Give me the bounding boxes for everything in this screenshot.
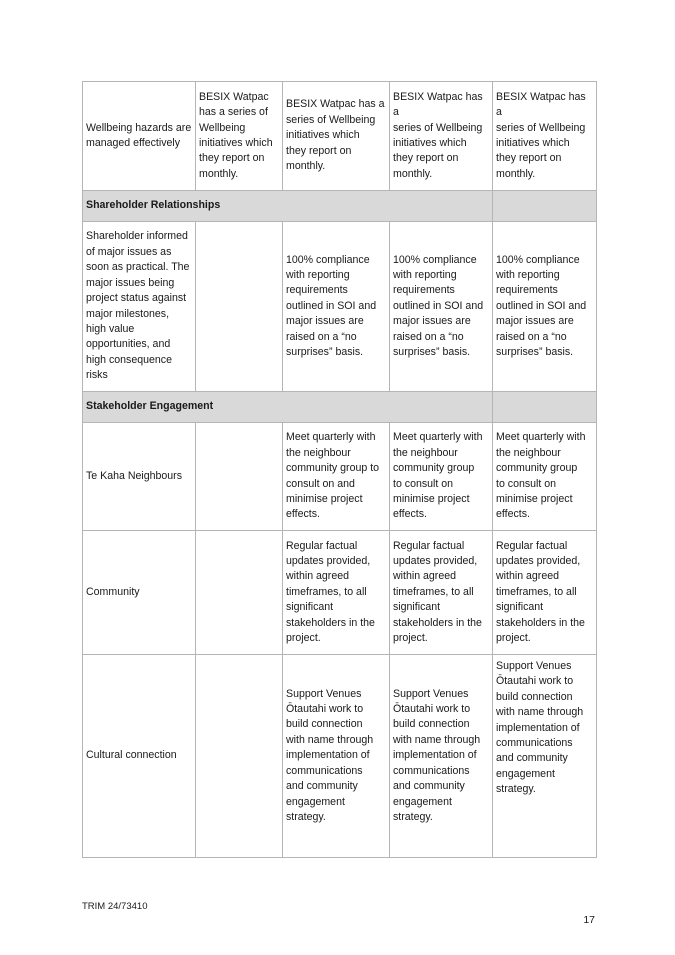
section-header-row (83, 191, 597, 222)
table-cell: Support Venues Ōtautahi work to build connection with name through implementation of communications and community engagement strategy. (390, 655, 493, 858)
measure-label-cell: Community (83, 531, 196, 655)
table-cell: Regular factual updates provided, within agreed timeframes, to all significant stakeholders in the project. (493, 531, 597, 655)
measure-label-cell: Wellbeing hazards are managed effectively (83, 82, 196, 191)
section-heading: Stakeholder Engagement (83, 392, 493, 423)
section-heading-empty-cell (493, 392, 597, 423)
table-cell: BESIX Watpac has a series of Wellbeing initiatives which they report on monthly. (390, 82, 493, 191)
table-cell (196, 222, 283, 392)
table-cell: BESIX Watpac has a series of Wellbeing initiatives which they report on monthly. (196, 82, 283, 191)
table-cell: 100% compliance with reporting requirements outlined in SOI and major issues are raised on a “no surprises” basis. (390, 222, 493, 392)
table-cell: Regular factual updates provided, within agreed timeframes, to all significant stakeholders in the project. (390, 531, 493, 655)
table-cell (196, 655, 283, 858)
table-cell: Regular factual updates provided, within agreed timeframes, to all significant stakeholders in the project. (283, 531, 390, 655)
table-cell: Support Venues Ōtautahi work to build connection with name through implementation of communications and community engagement strategy. (283, 655, 390, 858)
measure-label-cell: Te Kaha Neighbours (83, 423, 196, 531)
section-heading: Shareholder Relationships (83, 191, 493, 222)
table-row (83, 655, 597, 858)
table-cell: Support Venues Ōtautahi work to build connection with name through implementation of communications and community engagement strategy. (493, 655, 597, 858)
table-cell: 100% compliance with reporting requirements outlined in SOI and major issues are raised on a “no surprises” basis. (493, 222, 597, 392)
performance-measures-table (82, 81, 597, 858)
section-header-row (83, 392, 597, 423)
page-number: 17 (583, 914, 595, 926)
table-cell (196, 531, 283, 655)
table-cell: Meet quarterly with the neighbour community group to consult on and minimise project effects. (283, 423, 390, 531)
table-cell: BESIX Watpac has a series of Wellbeing initiatives which they report on monthly. (493, 82, 597, 191)
table-cell (196, 423, 283, 531)
measure-label-cell: Cultural connection (83, 655, 196, 858)
measure-label-cell: Shareholder informed of major issues as soon as practical. The major issues being project status against major milestones, high value opportunities, and high consequence risks (83, 222, 196, 392)
table-cell: Meet quarterly with the neighbour community group to consult on minimise project effects. (390, 423, 493, 531)
trim-reference: TRIM 24/73410 (82, 901, 148, 912)
table-cell: 100% compliance with reporting requirements outlined in SOI and major issues are raised on a “no surprises” basis. (283, 222, 390, 392)
table-row (83, 222, 597, 392)
section-heading-empty-cell (493, 191, 597, 222)
table-cell: Meet quarterly with the neighbour community group to consult on minimise project effects. (493, 423, 597, 531)
table-row (83, 82, 597, 191)
table-cell: BESIX Watpac has a series of Wellbeing initiatives which they report on monthly. (283, 82, 390, 191)
table-row (83, 531, 597, 655)
table-row (83, 423, 597, 531)
